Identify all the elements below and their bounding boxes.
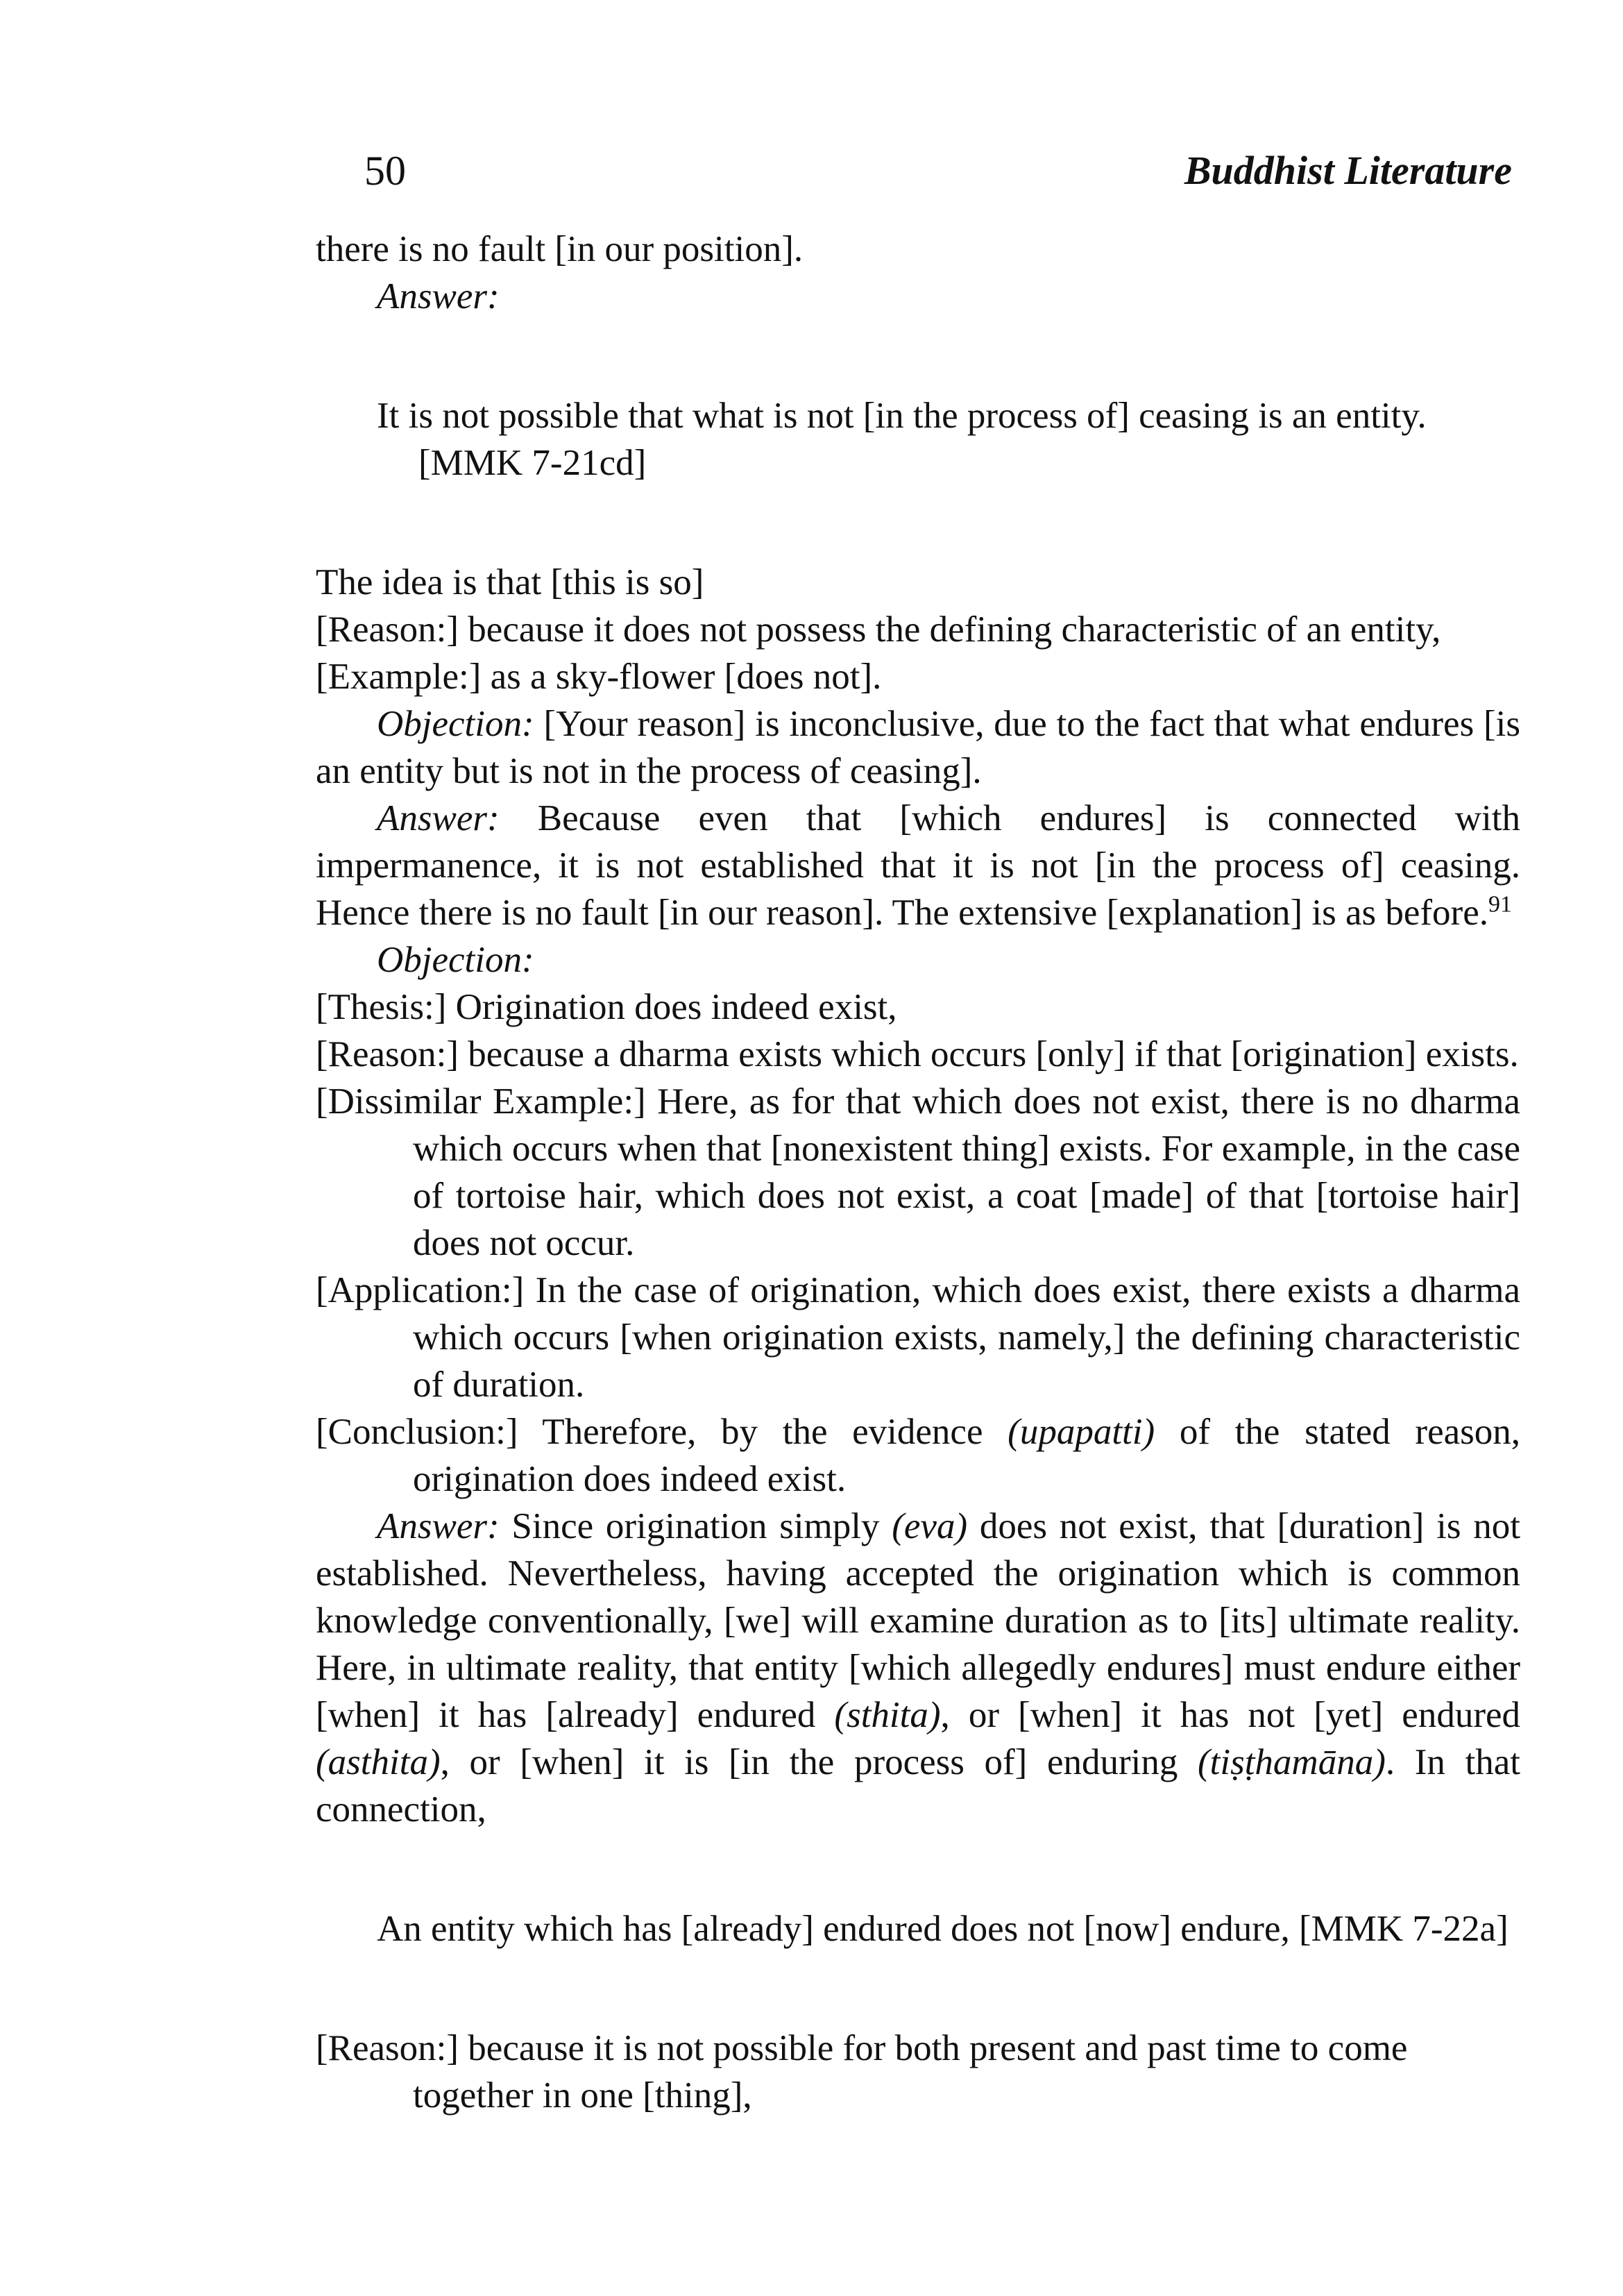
page-header bbox=[0, 147, 1623, 196]
footnote-reference: 91 bbox=[1488, 891, 1512, 918]
answer-paragraph bbox=[316, 795, 1520, 936]
page-number: 50 bbox=[364, 148, 406, 194]
reason-line: [Reason:] because it does not possess the defining characteristic of an entity, bbox=[316, 609, 1441, 650]
paragraph: there is no fault [in our position]. bbox=[316, 229, 804, 269]
syllogism-dissimilar-example: [Dissimilar Example:] Here, as for that which does not exist, there is no dharma which occurs when that [nonexistent thing] exists. For example, in the case of tortoise hair, which does not exist, a coat [made] of that [tortoise hair] does not occur. bbox=[316, 1081, 1520, 1263]
running-title: Buddhist Literature bbox=[1184, 148, 1512, 193]
answer-label: Answer: bbox=[377, 798, 500, 838]
sanskrit-term: (sthita) bbox=[834, 1695, 941, 1735]
objection-label: Objection: bbox=[377, 940, 534, 980]
paragraph: The idea is that [this is so] bbox=[316, 562, 704, 602]
answer-paragraph: Answer: Since origination simply (eva) does not exist, that [duration] is not established. Nevertheless, having accepted the origination which is common knowledge conventionally, [we] will examine duration as to [its] ultimate reality. Here, in ultimate reality, that entity [which allegedly endures] must endure either [when] it has [already] endured (sthita), or [when] it has not [yet] endured (asthita), or [when] it is [in the process of] enduring (tiṣṭhamāna). In that connection, bbox=[316, 1506, 1520, 1830]
sanskrit-term: (tiṣṭhamāna) bbox=[1197, 1742, 1386, 1782]
example-line: [Example:] as a sky-flower [does not]. bbox=[316, 657, 882, 697]
objection-text: [Your reason] is inconclusive, due to the fact that what endures [is an entity but is not in the process of ceasing]. bbox=[316, 704, 1520, 791]
reason-line: [Reason:] because it is not possible for both present and past time to come together in one [thing], bbox=[316, 2028, 1408, 2116]
objection-heading bbox=[316, 936, 1520, 984]
sanskrit-term: (asthita) bbox=[316, 1742, 441, 1782]
syllogism-thesis: [Thesis:] Origination does indeed exist, bbox=[316, 987, 897, 1027]
answer-label: Answer: bbox=[377, 276, 500, 316]
syllogism-application: [Application:] In the case of origination, which does exist, there exists a dharma which occurs [when origination exists, namely,] the defining characteristic of duration. bbox=[316, 1270, 1520, 1405]
sanskrit-term: (eva) bbox=[892, 1506, 968, 1546]
syllogism-conclusion: [Conclusion:] Therefore, by the evidence (upapatti) of the stated reason, origination does indeed exist. bbox=[316, 1412, 1520, 1499]
verse-quote: It is not possible that what is not [in the process of] ceasing is an entity. [MMK 7-21cd] bbox=[377, 396, 1427, 483]
verse-quote: An entity which has [already] endured does not [now] endure, [MMK 7-22a] bbox=[377, 1909, 1509, 1949]
answer-text: Because even that [which endures] is connected with impermanence, it is not established that it is not [in the process of] ceasing. Hence there is no fault [in our reason]. The extensive [explanation] is as before. bbox=[316, 798, 1520, 933]
objection-paragraph bbox=[316, 700, 1520, 795]
answer-heading bbox=[316, 273, 1520, 320]
answer-label: Answer: bbox=[377, 1506, 500, 1546]
objection-label: Objection: bbox=[377, 704, 534, 744]
body-text bbox=[316, 226, 1520, 2119]
sanskrit-term: (upapatti) bbox=[1008, 1412, 1155, 1452]
syllogism-reason: [Reason:] because a dharma exists which occurs [only] if that [origination] exists. bbox=[316, 1034, 1519, 1074]
